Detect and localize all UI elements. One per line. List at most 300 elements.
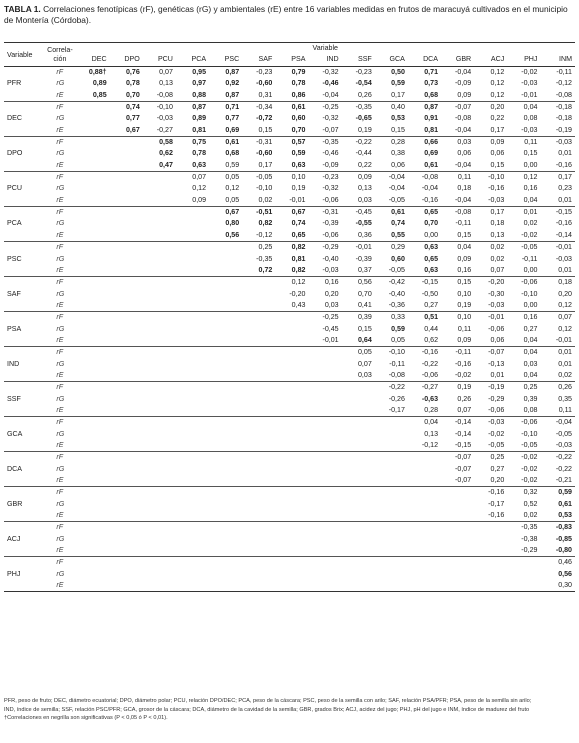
table-cell: 0,15 xyxy=(474,160,507,172)
table-cell: -0,04 xyxy=(388,184,405,193)
table-cell xyxy=(75,242,109,254)
table-cell xyxy=(275,405,308,417)
table-cell: 0,17 xyxy=(474,125,507,137)
table-row xyxy=(4,90,575,102)
table-cell xyxy=(110,148,143,159)
table-cell xyxy=(342,452,375,464)
table-cell xyxy=(242,487,275,499)
correlation-type: rF xyxy=(56,278,64,287)
table-cell xyxy=(143,382,176,394)
correlation-type: rG xyxy=(56,464,65,473)
table-cell xyxy=(75,487,109,499)
table-cell xyxy=(143,510,176,522)
table-cell: 0,09 xyxy=(457,254,472,263)
table-cell: -0,02 xyxy=(521,464,538,473)
table-cell xyxy=(209,545,242,557)
correlation-type: rG xyxy=(56,534,65,543)
table-cell: -0,03 xyxy=(521,79,538,88)
table-cell xyxy=(342,534,375,545)
table-cell: 0,60 xyxy=(291,114,306,123)
table-cell xyxy=(342,382,375,394)
table-cell: 0,69 xyxy=(209,125,242,137)
table-cell xyxy=(75,254,109,265)
table-cell: -0,32 xyxy=(322,184,339,193)
header-variable: Variable xyxy=(4,43,44,67)
correlation-type: rF xyxy=(56,173,64,182)
row-variable: PFR xyxy=(7,79,22,88)
table-cell xyxy=(110,335,143,347)
table-cell: -0,21 xyxy=(540,475,575,487)
table-cell xyxy=(308,429,341,440)
row-variable xyxy=(4,452,44,464)
table-cell xyxy=(209,499,242,510)
table-cell xyxy=(342,522,375,534)
table-cell xyxy=(441,545,474,557)
table-cell: 0,52 xyxy=(523,499,538,508)
table-cell xyxy=(75,172,109,184)
correlation-type: rG xyxy=(56,114,65,123)
table-cell xyxy=(176,569,209,580)
table-cell xyxy=(75,557,109,569)
table-cell: -0,16 xyxy=(408,195,441,207)
table-cell: -0,03 xyxy=(156,114,173,123)
table-cell: 0,59 xyxy=(209,160,242,172)
table-cell xyxy=(143,464,176,475)
correlation-type: rF xyxy=(56,348,64,357)
table-cell xyxy=(110,429,143,440)
table-cell: -0,08 xyxy=(143,90,176,102)
table-cell: 0,05 xyxy=(375,335,408,347)
table-cell xyxy=(176,487,209,499)
table-cell xyxy=(308,487,341,499)
table-cell xyxy=(176,545,209,557)
table-cell: -0,17 xyxy=(375,405,408,417)
table-cell xyxy=(110,207,143,219)
table-cell: 0,87 xyxy=(209,90,242,102)
table-cell: 0,36 xyxy=(342,230,375,242)
row-variable: GBR xyxy=(7,499,23,508)
table-cell xyxy=(441,557,474,569)
table-cell xyxy=(209,534,242,545)
table-cell: 0,57 xyxy=(291,138,306,147)
table-cell xyxy=(75,429,109,440)
table-cell: 0,20 xyxy=(558,289,572,298)
correlation-type: rF xyxy=(56,208,64,217)
table-row xyxy=(4,347,575,359)
table-cell: -0,05 xyxy=(474,440,507,452)
table-cell xyxy=(275,569,308,580)
table-row xyxy=(4,394,575,405)
table-cell: -0,50 xyxy=(421,289,439,298)
table-cell xyxy=(143,534,176,545)
table-cell: 0,82 xyxy=(291,243,306,252)
table-cell xyxy=(110,569,143,580)
row-variable xyxy=(4,522,44,534)
table-cell: 0,38 xyxy=(391,149,405,158)
table-cell: 0,13 xyxy=(474,230,507,242)
table-cell: -0,06 xyxy=(308,195,341,207)
table-cell: 0,12 xyxy=(225,184,240,193)
table-cell xyxy=(176,464,209,475)
table-cell xyxy=(110,254,143,265)
table-cell xyxy=(242,545,275,557)
table-cell xyxy=(75,289,109,300)
table-cell xyxy=(408,499,441,510)
correlation-type: rG xyxy=(56,429,65,438)
table-cell xyxy=(474,580,507,592)
table-cell: 0,59 xyxy=(391,324,405,333)
row-variable xyxy=(4,405,44,417)
table-cell: -0,29 xyxy=(507,545,540,557)
table-cell: -0,39 xyxy=(355,254,372,263)
table-cell: 0,05 xyxy=(357,348,372,357)
table-cell xyxy=(110,394,143,405)
table-cell xyxy=(242,277,275,289)
table-cell xyxy=(110,218,143,229)
table-cell xyxy=(110,324,143,335)
table-cell xyxy=(176,254,209,265)
column-header-gca: GCA xyxy=(375,53,408,67)
row-variable xyxy=(4,510,44,522)
row-variable xyxy=(4,440,44,452)
table-cell xyxy=(110,359,143,370)
table-cell xyxy=(275,382,308,394)
table-cell xyxy=(275,359,308,370)
table-cell: -0,16 xyxy=(421,348,439,357)
table-cell: 0,04 xyxy=(507,335,540,347)
table-cell: -0,05 xyxy=(507,440,540,452)
table-cell: 0,56 xyxy=(357,278,372,287)
table-cell: -0,16 xyxy=(488,184,505,193)
table-cell xyxy=(474,557,507,569)
table-cell: -0,07 xyxy=(455,103,472,112)
table-cell xyxy=(275,417,308,429)
table-cell: -0,11 xyxy=(455,348,472,357)
table-cell xyxy=(176,452,209,464)
table-cell: -0,18 xyxy=(555,103,572,112)
table-row xyxy=(4,113,575,124)
footnote-line1: PFR, peso de fruto; DEC, diámetro ecuatorial; DPO, diámetro polar; PCU, relación DPO/DEC; PCA, peso de la cáscara; PSC, peso de la semilla con arilo; SAF, relación PSA/PFR; PSA, peso de la semilla sin arilo; xyxy=(4,698,532,704)
table-cell: -0,32 xyxy=(322,114,339,123)
correlation-type: rE xyxy=(44,370,75,382)
table-cell xyxy=(75,125,109,137)
table-cell: -0,04 xyxy=(388,173,405,182)
table-cell xyxy=(176,534,209,545)
table-cell: -0,05 xyxy=(521,243,538,252)
table-cell: 0,11 xyxy=(457,324,472,333)
table-cell: 0,44 xyxy=(424,324,439,333)
table-cell: 0,91 xyxy=(424,114,439,123)
table-cell xyxy=(143,452,176,464)
correlation-type: rG xyxy=(56,499,65,508)
table-cell xyxy=(474,534,507,545)
table-cell: 0,16 xyxy=(523,184,538,193)
table-cell xyxy=(143,300,176,312)
correlation-type: rE xyxy=(44,265,75,277)
table-cell: -0,27 xyxy=(143,125,176,137)
table-cell xyxy=(242,370,275,382)
table-cell: 0,31 xyxy=(242,90,275,102)
table-cell: 0,07 xyxy=(441,405,474,417)
table-cell xyxy=(110,499,143,510)
row-variable xyxy=(4,195,44,207)
correlation-type: rG xyxy=(56,254,65,263)
correlation-type: rG xyxy=(56,324,65,333)
table-cell: -0,16 xyxy=(555,219,572,228)
table-cell: -0,03 xyxy=(555,254,572,263)
table-cell: 0,20 xyxy=(490,103,505,112)
table-cell: 0,26 xyxy=(457,394,472,403)
table-cell xyxy=(110,417,143,429)
table-cell xyxy=(275,324,308,335)
table-cell xyxy=(110,370,143,382)
table-cell xyxy=(308,522,341,534)
table-row xyxy=(4,300,575,312)
table-cell: -0,12 xyxy=(242,230,275,242)
table-cell: 0,09 xyxy=(176,195,209,207)
table-cell: -0,03 xyxy=(507,125,540,137)
table-cell: 0,00 xyxy=(507,160,540,172)
table-cell: 0,47 xyxy=(143,160,176,172)
correlation-type: rG xyxy=(56,289,65,298)
table-row xyxy=(4,417,575,429)
table-cell xyxy=(75,522,109,534)
correlation-type: rE xyxy=(44,510,75,522)
table-cell: 0,06 xyxy=(474,335,507,347)
correlation-type: rE xyxy=(44,125,75,137)
table-cell xyxy=(143,335,176,347)
table-cell: 0,25 xyxy=(523,383,538,392)
table-cell: 0,04 xyxy=(457,243,472,252)
table-cell xyxy=(342,405,375,417)
table-cell xyxy=(342,417,375,429)
table-cell: -0,14 xyxy=(455,429,472,438)
table-cell: 0,55 xyxy=(375,230,408,242)
table-cell xyxy=(176,207,209,219)
table-cell xyxy=(242,499,275,510)
table-cell: 0,89 xyxy=(192,114,207,123)
correlation-type: rF xyxy=(56,243,64,252)
table-cell xyxy=(75,475,109,487)
row-variable xyxy=(4,160,44,172)
table-cell xyxy=(408,580,441,592)
table-cell xyxy=(209,569,242,580)
row-variable xyxy=(4,300,44,312)
table-cell: -0,09 xyxy=(308,160,341,172)
table-cell: 0,39 xyxy=(357,313,372,322)
table-cell xyxy=(143,487,176,499)
table-cell xyxy=(342,510,375,522)
table-cell: 0,66 xyxy=(424,138,439,147)
table-cell xyxy=(308,370,341,382)
table-cell xyxy=(75,183,109,194)
table-cell xyxy=(209,324,242,335)
table-cell: -0,54 xyxy=(355,79,372,88)
table-cell xyxy=(242,347,275,359)
table-cell xyxy=(176,230,209,242)
row-variable xyxy=(4,67,44,79)
table-cell: 0,12 xyxy=(523,173,538,182)
correlation-type: rG xyxy=(56,79,65,88)
table-cell: 0,78 xyxy=(192,149,207,158)
table-cell: 0,65 xyxy=(424,208,439,217)
table-cell xyxy=(110,300,143,312)
table-cell xyxy=(110,137,143,149)
table-cell xyxy=(242,440,275,452)
table-cell xyxy=(176,394,209,405)
table-cell xyxy=(308,405,341,417)
column-header-ssf: SSF xyxy=(342,53,375,67)
table-cell: 0,35 xyxy=(558,394,572,403)
table-cell: -0,18 xyxy=(555,114,572,123)
table-cell: -0,40 xyxy=(388,289,405,298)
table-cell: -0,15 xyxy=(441,440,474,452)
row-variable: DPO xyxy=(7,149,23,158)
table-cell: 0,73 xyxy=(424,79,439,88)
table-cell: 0,40 xyxy=(391,103,405,112)
table-cell xyxy=(75,382,109,394)
table-cell: -0,16 xyxy=(540,160,575,172)
table-cell xyxy=(143,569,176,580)
table-cell: -0,02 xyxy=(521,68,538,76)
table-cell: -0,01 xyxy=(275,195,308,207)
table-cell: -0,39 xyxy=(322,219,339,228)
table-cell: 0,02 xyxy=(540,370,575,382)
table-cell xyxy=(308,534,341,545)
table-cell: -0,20 xyxy=(289,289,306,298)
table-cell xyxy=(143,347,176,359)
table-cell: 0,97 xyxy=(192,79,207,88)
table-cell: -0,85 xyxy=(555,534,572,543)
row-variable: DEC xyxy=(7,114,22,123)
correlation-type: rF xyxy=(56,383,64,392)
table-cell xyxy=(75,195,109,207)
table-cell: 0,03 xyxy=(457,138,472,147)
table-cell: -0,80 xyxy=(540,545,575,557)
row-variable: SSF xyxy=(7,394,21,403)
table-cell xyxy=(75,440,109,452)
table-cell xyxy=(408,545,441,557)
table-cell: -0,55 xyxy=(355,219,372,228)
table-cell: -0,35 xyxy=(521,523,538,532)
table-cell xyxy=(308,359,341,370)
table-cell: 0,04 xyxy=(523,348,538,357)
table-cell: 0,25 xyxy=(490,453,505,462)
row-variable: PSA xyxy=(7,324,22,333)
table-cell xyxy=(75,218,109,229)
footnote-line3: †Correlaciones en negrilla son significativas (P < 0,05 ó P < 0,01). xyxy=(4,715,168,722)
table-cell: 0,01 xyxy=(558,359,572,368)
table-cell xyxy=(176,417,209,429)
table-cell: -0,45 xyxy=(322,324,339,333)
table-cell: 0,07 xyxy=(159,68,173,76)
table-cell xyxy=(176,522,209,534)
table-cell xyxy=(75,102,109,114)
column-header-acj: ACJ xyxy=(474,53,507,67)
table-cell: -0,38 xyxy=(521,534,538,543)
table-cell xyxy=(242,324,275,335)
table-cell xyxy=(408,522,441,534)
column-header-dca: DCA xyxy=(408,53,441,67)
table-cell xyxy=(75,277,109,289)
table-cell xyxy=(110,487,143,499)
table-row xyxy=(4,440,575,452)
table-cell xyxy=(176,557,209,569)
table-row xyxy=(4,254,575,265)
table-cell: 0,15 xyxy=(457,278,472,287)
table-cell: -0,19 xyxy=(540,125,575,137)
table-cell: 0,82 xyxy=(258,219,273,228)
table-cell: -0,05 xyxy=(256,173,273,182)
row-variable: PCA xyxy=(7,219,22,228)
table-cell: -0,02 xyxy=(507,475,540,487)
table-cell xyxy=(342,569,375,580)
table-cell xyxy=(176,242,209,254)
correlation-type: rG xyxy=(56,569,65,578)
table-cell xyxy=(375,557,408,569)
correlation-type: rE xyxy=(44,195,75,207)
table-cell xyxy=(209,277,242,289)
table-cell: -0,10 xyxy=(521,289,538,298)
table-cell: 0,01 xyxy=(523,208,538,217)
table-row xyxy=(4,464,575,475)
column-header-inm: INM xyxy=(540,53,575,67)
table-cell: -0,04 xyxy=(555,418,572,427)
table-cell: 0,01 xyxy=(558,149,572,158)
table-cell xyxy=(75,207,109,219)
correlation-table xyxy=(4,42,575,592)
correlation-type: rE xyxy=(44,90,75,102)
table-cell: 0,13 xyxy=(159,79,173,88)
table-row xyxy=(4,475,575,487)
table-cell xyxy=(110,440,143,452)
row-variable xyxy=(4,172,44,184)
table-cell: 0,27 xyxy=(523,324,538,333)
table-cell: 0,18 xyxy=(490,219,505,228)
table-cell xyxy=(143,324,176,335)
table-cell xyxy=(375,499,408,510)
table-row xyxy=(4,289,575,300)
table-cell xyxy=(176,218,209,229)
table-cell: -0,02 xyxy=(507,230,540,242)
table-cell: -0,22 xyxy=(388,383,405,392)
table-cell: -0,03 xyxy=(308,265,341,277)
table-cell xyxy=(143,557,176,569)
table-cell: 0,05 xyxy=(225,173,240,182)
table-cell xyxy=(342,475,375,487)
table-cell xyxy=(408,569,441,580)
table-cell: -0,02 xyxy=(441,370,474,382)
table-cell: 0,16 xyxy=(441,265,474,277)
column-header-psc: PSC xyxy=(209,53,242,67)
table-cell xyxy=(342,440,375,452)
table-cell xyxy=(143,475,176,487)
table-cell xyxy=(209,405,242,417)
table-cell xyxy=(275,335,308,347)
table-cell xyxy=(507,569,540,580)
table-cell xyxy=(275,499,308,510)
table-cell: 0,63 xyxy=(176,160,209,172)
table-cell: -0,12 xyxy=(408,440,441,452)
table-cell xyxy=(474,545,507,557)
table-cell: -0,27 xyxy=(421,383,439,392)
correlation-type: rE xyxy=(44,475,75,487)
table-cell xyxy=(110,172,143,184)
table-cell xyxy=(176,289,209,300)
table-cell xyxy=(75,545,109,557)
table-cell: 0,72 xyxy=(242,265,275,277)
table-cell: -0,06 xyxy=(408,370,441,382)
